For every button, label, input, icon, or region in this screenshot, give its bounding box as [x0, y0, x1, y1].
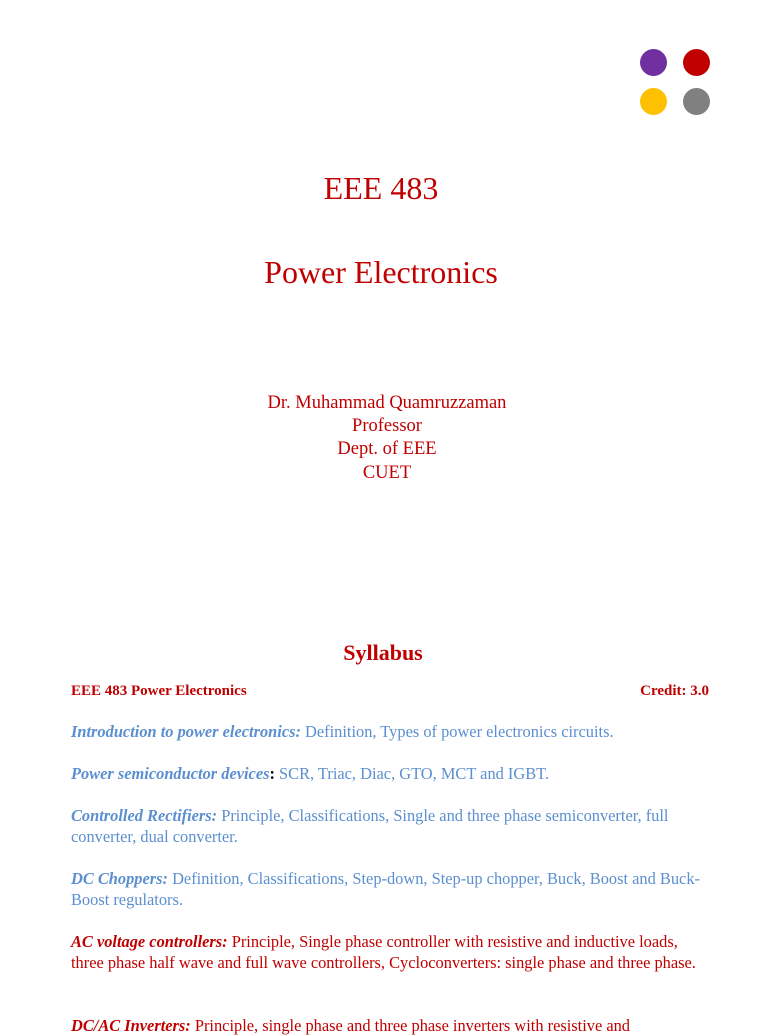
topic-term: DC/AC Inverters: [71, 1016, 191, 1035]
author-institution: CUET [362, 462, 412, 483]
topic-colon: : [269, 764, 275, 783]
topic-term: Controlled Rectifiers: [71, 806, 218, 825]
topic-ac-voltage-controllers [71, 931, 713, 973]
topic-text: Principle, Single phase controller with resistive and inductive loads, three phase half wave and full wave controllers, Cycloconverters: single phase and three phase. [71, 932, 696, 973]
author-block [0, 392, 774, 485]
credit-label: Credit: 3.0 [640, 683, 709, 699]
topic-text: Principle, Classifications, Single and three phase semiconverter, full converter, dual converter. [71, 806, 669, 847]
course-credit-line [71, 682, 709, 700]
topic-dc-choppers [71, 868, 713, 910]
gray-dot-icon [683, 88, 710, 115]
topic-introduction [71, 721, 713, 742]
red-dot-icon [683, 49, 710, 76]
topic-text: Definition, Classifications, Step-down, Step-up chopper, Buck, Boost and Buck-Boost regulators. [71, 869, 700, 910]
topic-semiconductor-devices [71, 763, 713, 784]
topic-text: Principle, single phase and three phase inverters with resistive and [190, 1016, 630, 1035]
topic-term: AC voltage controllers: [71, 932, 228, 951]
author-department: Dept. of EEE [337, 439, 437, 460]
purple-dot-icon [640, 49, 667, 76]
syllabus-heading: Syllabus [343, 640, 423, 665]
topic-controlled-rectifiers [71, 805, 713, 847]
course-name-title: Power Electronics [264, 254, 498, 290]
topic-term: Power semiconductor devices [71, 764, 270, 783]
topic-text: SCR, Triac, Diac, GTO, MCT and IGBT. [274, 764, 550, 783]
topic-term: DC Choppers: [71, 869, 168, 888]
yellow-dot-icon [640, 88, 667, 115]
course-code-title: EEE 483 [323, 170, 439, 206]
author-name: Dr. Muhammad Quamruzzaman [267, 393, 507, 413]
topic-dc-ac-inverters [71, 1015, 713, 1036]
topic-term: Introduction to power electronics: [71, 722, 301, 741]
author-position: Professor [352, 416, 422, 437]
course-label: EEE 483 Power Electronics [71, 683, 247, 699]
topic-text: Definition, Types of power electronics circuits. [300, 722, 614, 741]
